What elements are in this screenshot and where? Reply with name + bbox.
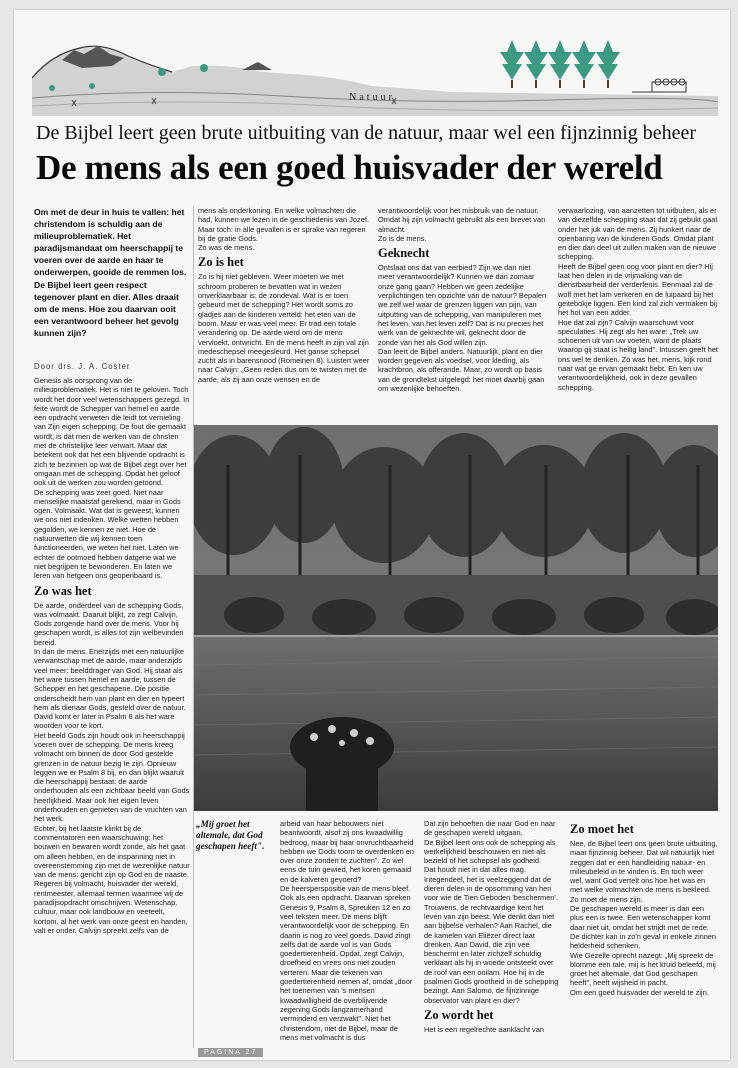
subheading-zo-is-het: Zo is het [198, 255, 244, 270]
column-2-bottom [280, 819, 414, 1054]
subheading-zo-wordt-het: Zo wordt het [424, 1007, 494, 1022]
column-text: Nee, de Bijbel leert ons geen brute uitbuiting, maar fijnzinnig beheer. Dat wil natuurlijk niet zeggen dat er een handleiding natuur- en milieubeleid in te vinden is. En toch weer wel, want God vertelt ons hoe het was en met welke volmachten de mens is bekleed. Zo moet de mens zijn. De geschapen wereld is meer is dan een plus een is twee. Een wetenschapper komt daar niet uit, omdat het strijdt met de rede. De dichter kan in zo'n geval in enkele zinnen helderheid schenken. Wie Gezelle oprecht nazegt: „Mij spreekt de blomme een tale, mij is het kruid beleefd, mij groet het altemale, dat God geschapen heeft", heeft wijsheid in pacht. Om een goed huisvader der wereld te zijn. [570, 839, 718, 997]
column-3-bottom [424, 819, 560, 1054]
column-text: De aarde, onderdeel van de schepping Gods, was volmaakt. Daaruit blijkt, zo zegt Calvijn, Gods zorgende hand over de mens. Voor hij geschapen wordt, is alles tot zijn welbevinden bereid. In dan de mens. Enerzijds met een natuurlijke verwantschap met de aarde, maar anderzijds veel meer: beelddrager van God. Hij staat als het ware tussen hemel en aarde, tussen de Schepper en het geschapene. Die positie onderscheidt hem van plant en dier en typeert hem als dienaar Gods, gesteld over de natuur. David komt er later in Psalm 8 als het ware woorden voor te kort. Het beeld Gods zijn houdt ook in heerschappij voeren over de schepping. De mens kreeg volmacht om binnen de door God gestelde grenzen in de natuur bezig te zijn. Opnieuw leggen we er Psalm 8 bij, en dan blijkt waaruit die heerschappij bestaat: de aarde onderhouden als een zichtbaar beeld van Gods heerlijkheid. Maar ook het eigen leven onderhouden en genieten van de vruchten van het werk. Echter, bij het laatste klinkt bij de commentatoren een waarschuwing: het bouwen en bewaren wordt zonde, als het gaat om alleen hebben, en de inspanning niet in overeenstemming zijn met de wezenlijke natuur van de mens: gericht zijn op God en de naaste. Regeren bij volmacht, huisvader der wereld, rentmeester, allemaal termen waarmee wij de paradijsopdracht omschrijven. Wetenschap, cultuur, maar ook landbouw en veeteelt, kortom, al het werk van onze geest en handen, valt er onder. Calvijn spreekt zelfs van de [34, 600, 190, 935]
column-text: arbeid van haar bebouwers niet beantwoordt, alsof zij ons kwaadwillig bedroog, maar bij haar onvruchtbaarheid hebben we Gods toorn te overdenken en over onze zonden te zuchten". Zo wel eens de tuin gewied, het koren gemaaid en de kalveren gevoerd? De heersperspositie van de mens bleef. Ook als een opdracht. Daarvan spreken Genesis 9, Psalm 8, Spreuken 12 en zo veel teksten meer. De mens blijft verantwoordelijk voor de schepping. En daarin is nog zo veel goeds. David zingt zelfs dat de aarde vol is van Gods goedertierenheid. Opdat, zegt Calvijn, droefheid en vrees ons niet zouden verteren. Maar die tekenen van goedertierenheid nemen af, omdat „door het toenemen van 's mensen kwaadwilligheid de overblijvende zegening Gods langzamerhand verminderd en verzwakt". Niet het christendom, niet de Bijbel, maar de mens met volmacht is dus [280, 819, 414, 1042]
article-byline: Door drs. J. A. Coster [34, 362, 131, 371]
subheading-geknecht: Geknecht [378, 246, 430, 261]
column-3-top [378, 206, 548, 420]
column-text: verwaarlozing, van aanzetten tot uitbuiten, als er van diezelfde schepping staat dat zij gebukt gaat onder het juk van de mens. Zij hunkert naar de openbaring van de kinderen Gods. Omdat plant en dier dan deel uit zullen maken van de nieuwe schepping. Heeft de Bijbel geen oog voor plant en dier? Hij laat hen delen in de vrijmaking van de dienstbaarheid der verderfenis. Eenmaal zal de wolf met het lam verkeren en de luipaard bij het geitebokje liggen. Een kind zal zich vermaken bij het hol van een adder. Hoe dat zal zijn? Calvijn waarschuwt voor speculaties. Hij zegt als het ware: „Trek uw schoenen uit van uw voeten, want de plaats waarop gij staat is heilig land". Intussen geeft het ons wel te denken. Zo was het, mens, kijk rond naar wat ge ervan gemaakt hebt. En ken uw verantwoordelijkheid, ook in deze gevallen schepping. [558, 206, 718, 392]
photo-rows-of-trees [194, 425, 718, 811]
column-2-top [198, 206, 370, 420]
column-text: Zo is hij niet gebleven. Weer moeten we met schroom proberen te bevatten wat in wezen onverklaarbaar is: de zondeval. Wat is er toen gebeurd met de schepping? Het wordt soms zo gladjes aan de kinderen verteld: het eten van de boom. Maar er was veel meer. Er trad een totale verandering op. De aarde werd om de mens vervloekt, ontwricht. En de mens heeft in zijn val zijn medeschepsel meegesleurd. Het ganse schepsel zucht als in barensnood (Romeinen 8). Luistert weer naar Calvijn: „Geen reden dus om te twisten met de aarde, als zij aan onze wensen en de [198, 272, 370, 384]
landscape-illustration [32, 36, 718, 116]
column-text: Ontslaat ons dat van eerbied? Zijn we dan niet meer verantwoordelijk? Kunnen we dan zomaar onze gang gaan? Hebben we geen zedelijke verplichtingen ten opzichte van de natuur? Bepalen we zelf wel waar de grenzen liggen van pijn, van uitputting van de schepping, van manipuleren met het leven, van het leven zelf? Dat is nu precies het werk van de geknechte wil, geknecht door de zonde van het als God willen zijn. Dan leert de Bijbel anders. Natuurlijk, plant en dier worden gegeven als voedsel, voor kleding, als krachtbron, als offerande. Maar, zo wordt op basis van de grondtekst uitgelegd: het moet daarbij gaan om wezenlijke behoeften. [378, 263, 547, 394]
article-headline: De mens als een goed huisvader der wereld [36, 148, 663, 187]
column-4-top [558, 206, 718, 420]
section-label: Natuur [349, 92, 395, 103]
column-text: mens als onderkoning. En welke volmachten die had, kunnen we lezen in de geschiedenis van Jozef. Maar toch: in alle gevallen is er sprake van regeren bij de gratie Gods. Zo was de mens. [198, 206, 369, 253]
subheading-zo-was-het: Zo was het [34, 583, 92, 598]
column-text: Het is een regelrechte aanklacht van [424, 1024, 544, 1034]
article-page [14, 10, 730, 1060]
article-intro: Om met de deur in huis te vallen: het christendom is schuldig aan de milieuproblematiek. Het paradijsmandaat om heerschappij te voeren over de aarde en haar te onderwerpen, gooide de remmen los. De Bijbel leert geen respect tegenover plant en dier. Alles draait om de mens. Hoe zou daarvan ooit een verantwoord beheer het gevolg kunnen zijn? [34, 207, 187, 338]
subheading-zo-moet-het: Zo moet het [570, 822, 634, 836]
column-4-bottom [570, 819, 718, 1054]
landscape-photo [194, 425, 718, 811]
article-kicker: De Bijbel leert geen brute uitbuiting van de natuur, maar wel een fijnzinnig beheer [36, 122, 697, 144]
column-1 [34, 376, 190, 1048]
pull-quote: „Mij groet het altemale, dat God geschapen heeft". [196, 819, 265, 851]
column-text: Genesis als oorsprong van de milieuproblematiek. Het is niet te geloven. Toch wordt het door veel wetenschappers gezegd. In feite wordt de Schepper van hemel en aarde een opdracht verweten die leidt tot vernieling van Zijn eigen schepping. De fout die gemaakt wordt, is dat men de werken van de christen met de christelijke leer verwart. Maar dat betekent ook dat het een blijvende opdracht is zich te bezinnen op wat de Bijbel zegt over het omgaan met de schepping. Opdat het geloof ook uit de werken zou worden getoond. De schepping was zeer goed. Niet naar menselijke maatstaf gerekend, maar in Gods ogen. Volmaakt. Wat dat is geweest, kunnen we ons niet indenken. Welke wetten hebben gegolden, we kennen ze niet. Hoe de natuurwetten die wij kennen toen functioneerden, we weten het niet. Laten we echter de ootmoed hebben datgene wat we niet begrijpen te bewonderen. En laten we leren van hetgeen ons geopenbaard is. [34, 376, 190, 581]
column-text: verantwoordelijk voor het misbruik van de natuur. Omdat hij zijn volmacht gebruikt als een brevet van almacht. Zo is de mens. [378, 206, 546, 243]
page-number: PAGINA 27 [198, 1048, 263, 1057]
column-text: Dat zijn behoeften die naar God en naar de geschapen wereld uitgaan. De Bijbel leert ons ook de schepping als werkelijkheid beschouwen en niet als bezield of het schepsel als godheid. Dat houdt niet in dat alles mag. Integendeel, het is veelzeggend dat de dieren delen in de opsomming van hen voor wie de Tien Geboden 'beschermen'. Trouwens, de rechtvaardige kent het leven van zijn beest. Wie denkt dan niet aan bijbelse verhalen? Aan Rachel, die de kamelen van Eliëzer direct laat drenken. Aan David, die zijn vee beschermt en later zichzelf schuldig verklaart als hij in woede ontsteekt over de roof van een ooilam. Hoe hij in de psalmen Gods grootheid in de schepping bezingt. Aan Salomo, de fijnzinnige observator van plant en dier? [424, 819, 559, 1005]
